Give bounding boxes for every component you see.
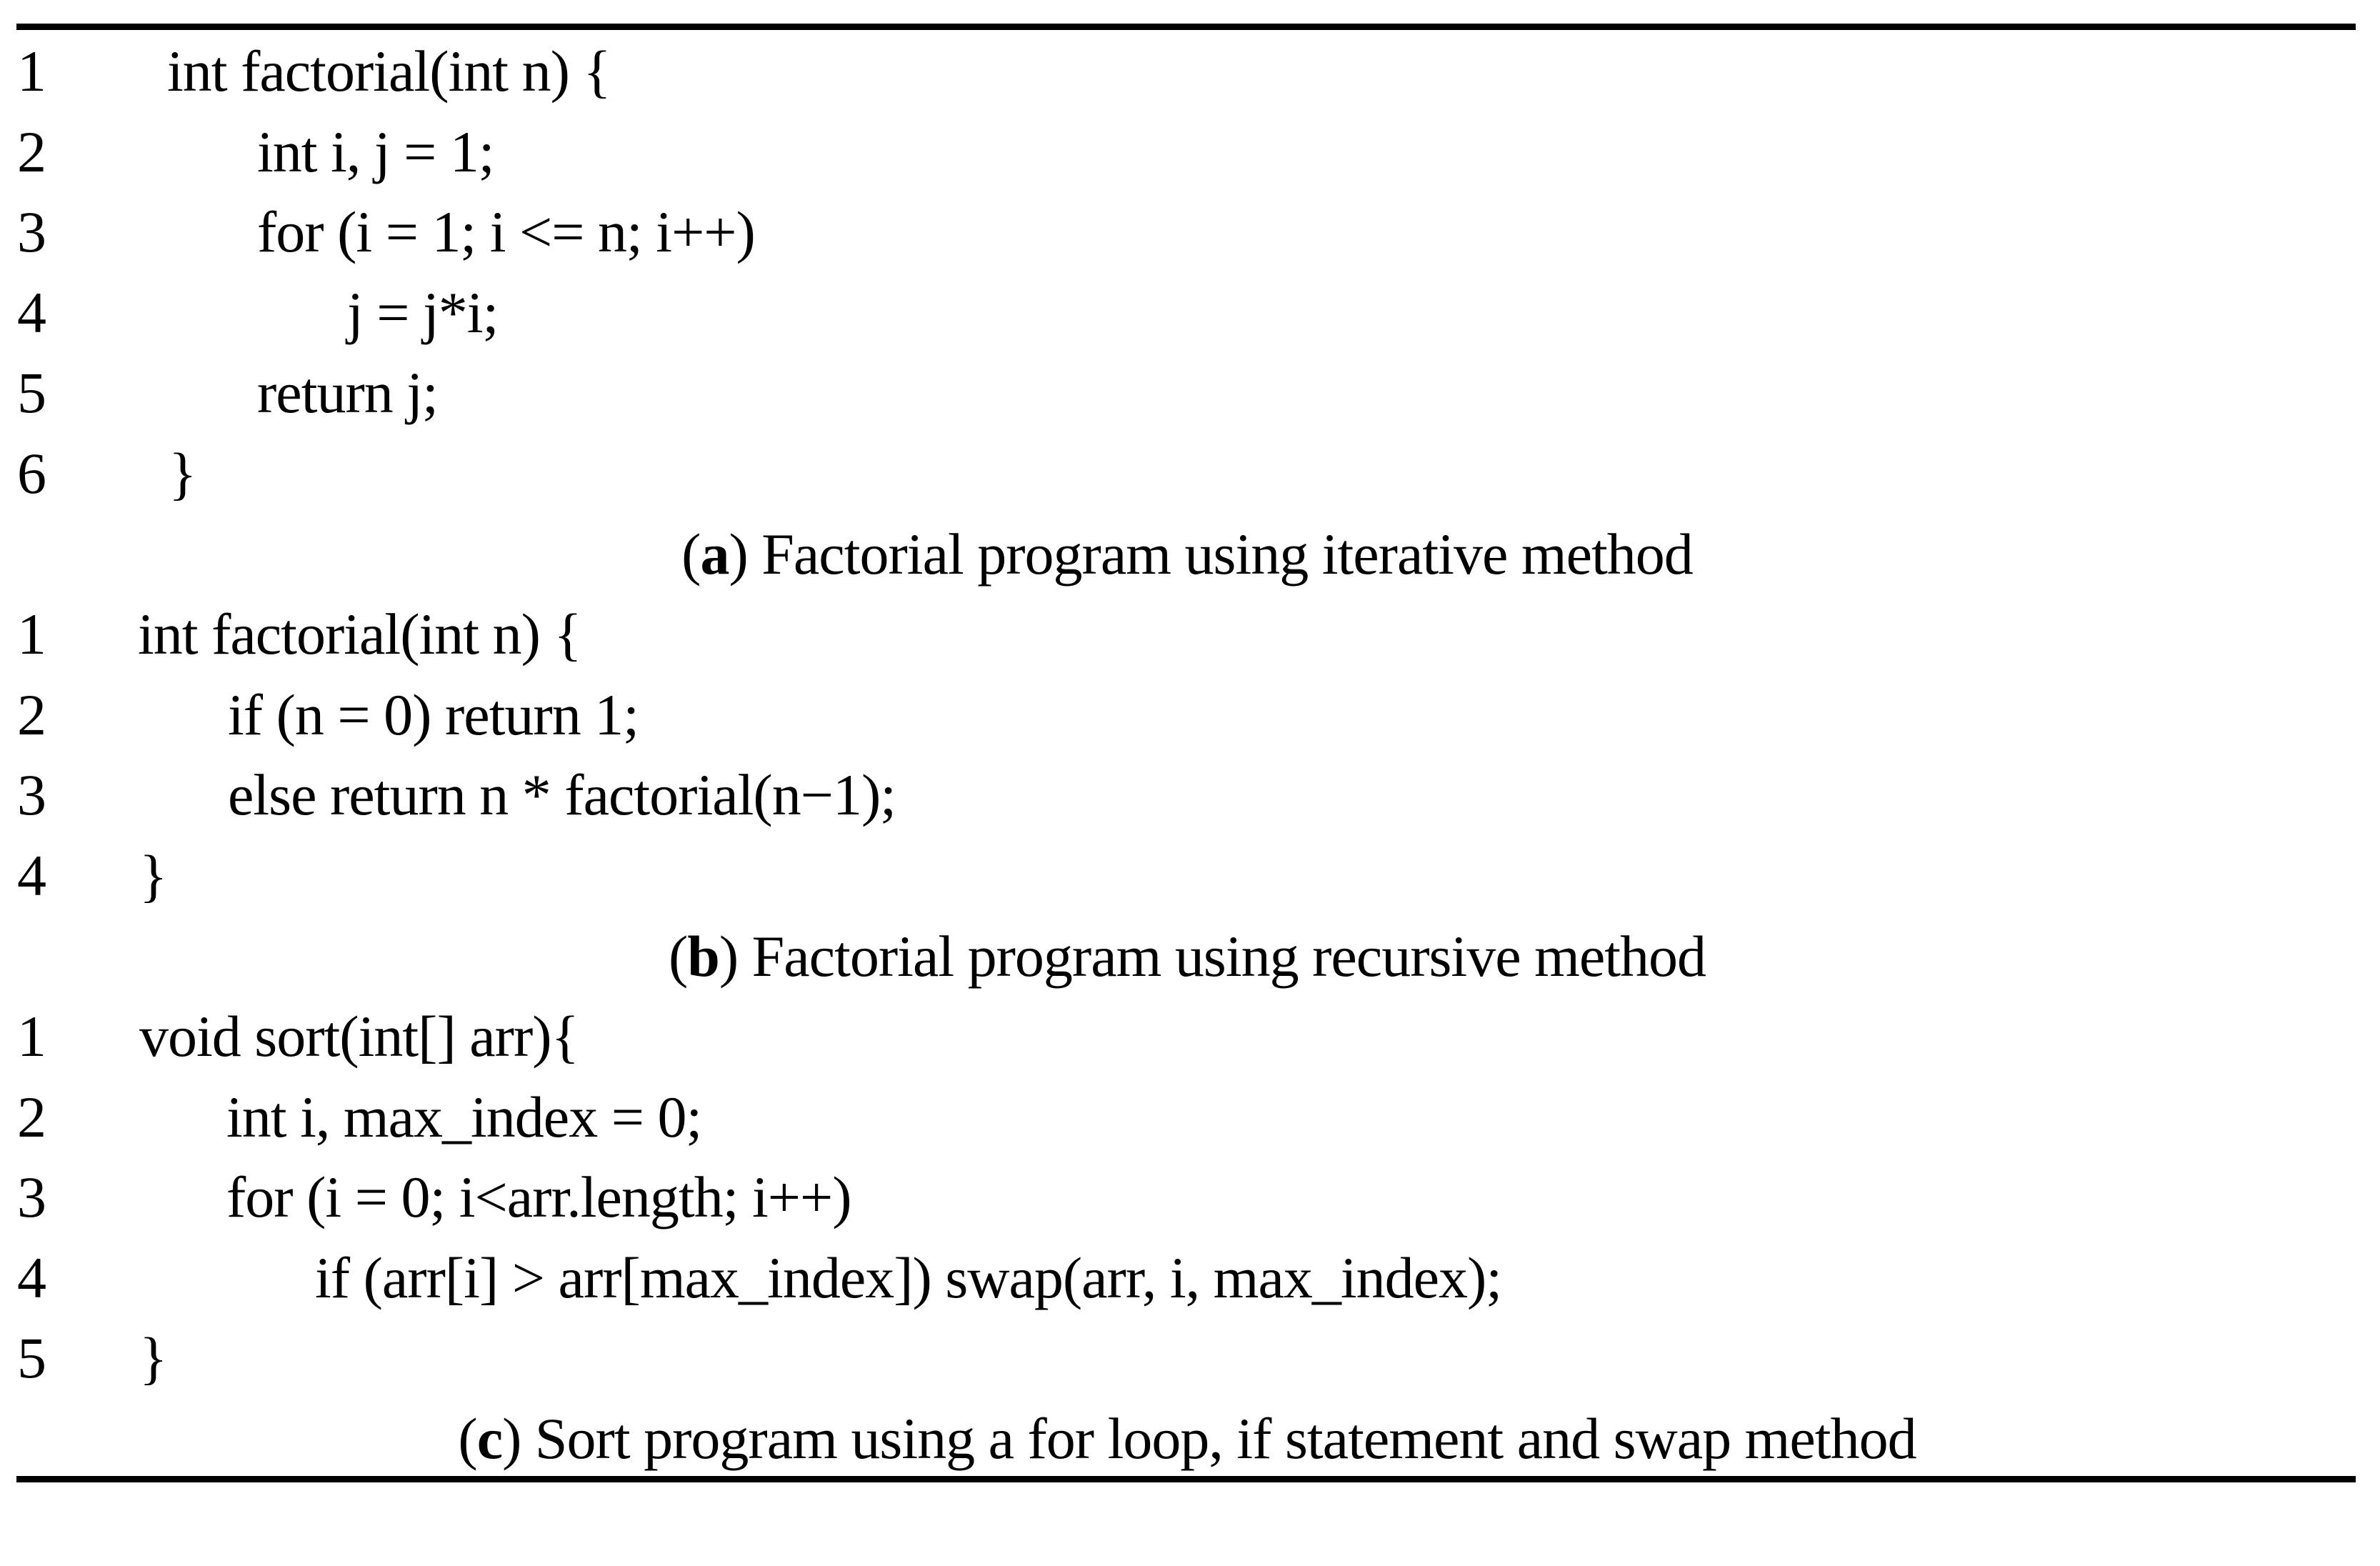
- line-number: 4: [17, 843, 46, 908]
- code-text: }: [169, 441, 196, 506]
- caption-close-paren: ): [719, 924, 739, 989]
- code-line: [0, 441, 2380, 506]
- line-number: 3: [17, 762, 46, 827]
- code-text: int factorial(int n) {: [138, 602, 581, 667]
- line-number: 5: [17, 1325, 46, 1390]
- line-number: 4: [17, 280, 46, 345]
- caption-c: [0, 1406, 2374, 1471]
- line-number: 2: [17, 682, 46, 747]
- code-line: [0, 1084, 2380, 1149]
- caption-text: Sort program using a for loop, if statement and swap method: [521, 1406, 1916, 1471]
- line-number: 3: [17, 1164, 46, 1230]
- line-number: 1: [17, 602, 46, 667]
- caption-open-paren: (: [681, 522, 701, 587]
- caption-text: Factorial program using recursive method: [738, 924, 1706, 989]
- caption-close-paren: ): [729, 522, 748, 587]
- caption-text: Factorial program using iterative method: [747, 522, 1693, 587]
- caption-label: c: [476, 1406, 503, 1471]
- caption-a: [0, 522, 2374, 587]
- code-text: int i, max_index = 0;: [226, 1084, 702, 1149]
- code-line: [0, 199, 2380, 264]
- caption-label: a: [700, 522, 729, 587]
- code-line: [0, 1004, 2380, 1069]
- code-line: [0, 1245, 2380, 1310]
- code-text: if (n = 0) return 1;: [228, 682, 639, 747]
- code-line: [0, 360, 2380, 425]
- code-line: [0, 39, 2380, 104]
- code-text: if (arr[i] > arr[max_index]) swap(arr, i, max_index);: [315, 1245, 1502, 1310]
- code-line: [0, 682, 2380, 747]
- code-line: [0, 280, 2380, 345]
- code-line: [0, 119, 2380, 184]
- code-text: for (i = 1; i <= n; i++): [257, 199, 755, 264]
- code-line: [0, 602, 2380, 667]
- code-text: int factorial(int n) {: [167, 39, 611, 104]
- code-line: [0, 1325, 2380, 1390]
- line-number: 5: [17, 360, 46, 425]
- code-line: [0, 762, 2380, 827]
- code-text: else return n * factorial(n−1);: [228, 762, 896, 827]
- code-text: j = j*i;: [347, 280, 499, 345]
- line-number: 2: [17, 1084, 46, 1149]
- line-number: 1: [17, 39, 46, 104]
- caption-label: b: [687, 924, 719, 989]
- line-number: 6: [17, 441, 46, 506]
- code-text: }: [139, 843, 167, 908]
- caption-open-paren: (: [458, 1406, 477, 1471]
- code-text: }: [139, 1325, 167, 1390]
- line-number: 1: [17, 1004, 46, 1069]
- caption-b: [0, 924, 2374, 989]
- caption-open-paren: (: [668, 924, 688, 989]
- line-number: 4: [17, 1245, 46, 1310]
- line-number: 3: [17, 199, 46, 264]
- code-text: return j;: [257, 360, 438, 425]
- code-line: [0, 843, 2380, 908]
- bottom-rule: [16, 1476, 2356, 1482]
- code-text: for (i = 0; i<arr.length; i++): [226, 1164, 851, 1230]
- code-text: void sort(int[] arr){: [139, 1004, 579, 1069]
- code-line: [0, 1164, 2380, 1230]
- top-rule: [16, 24, 2356, 30]
- caption-close-paren: ): [502, 1406, 521, 1471]
- line-number: 2: [17, 119, 46, 184]
- code-text: int i, j = 1;: [257, 119, 494, 184]
